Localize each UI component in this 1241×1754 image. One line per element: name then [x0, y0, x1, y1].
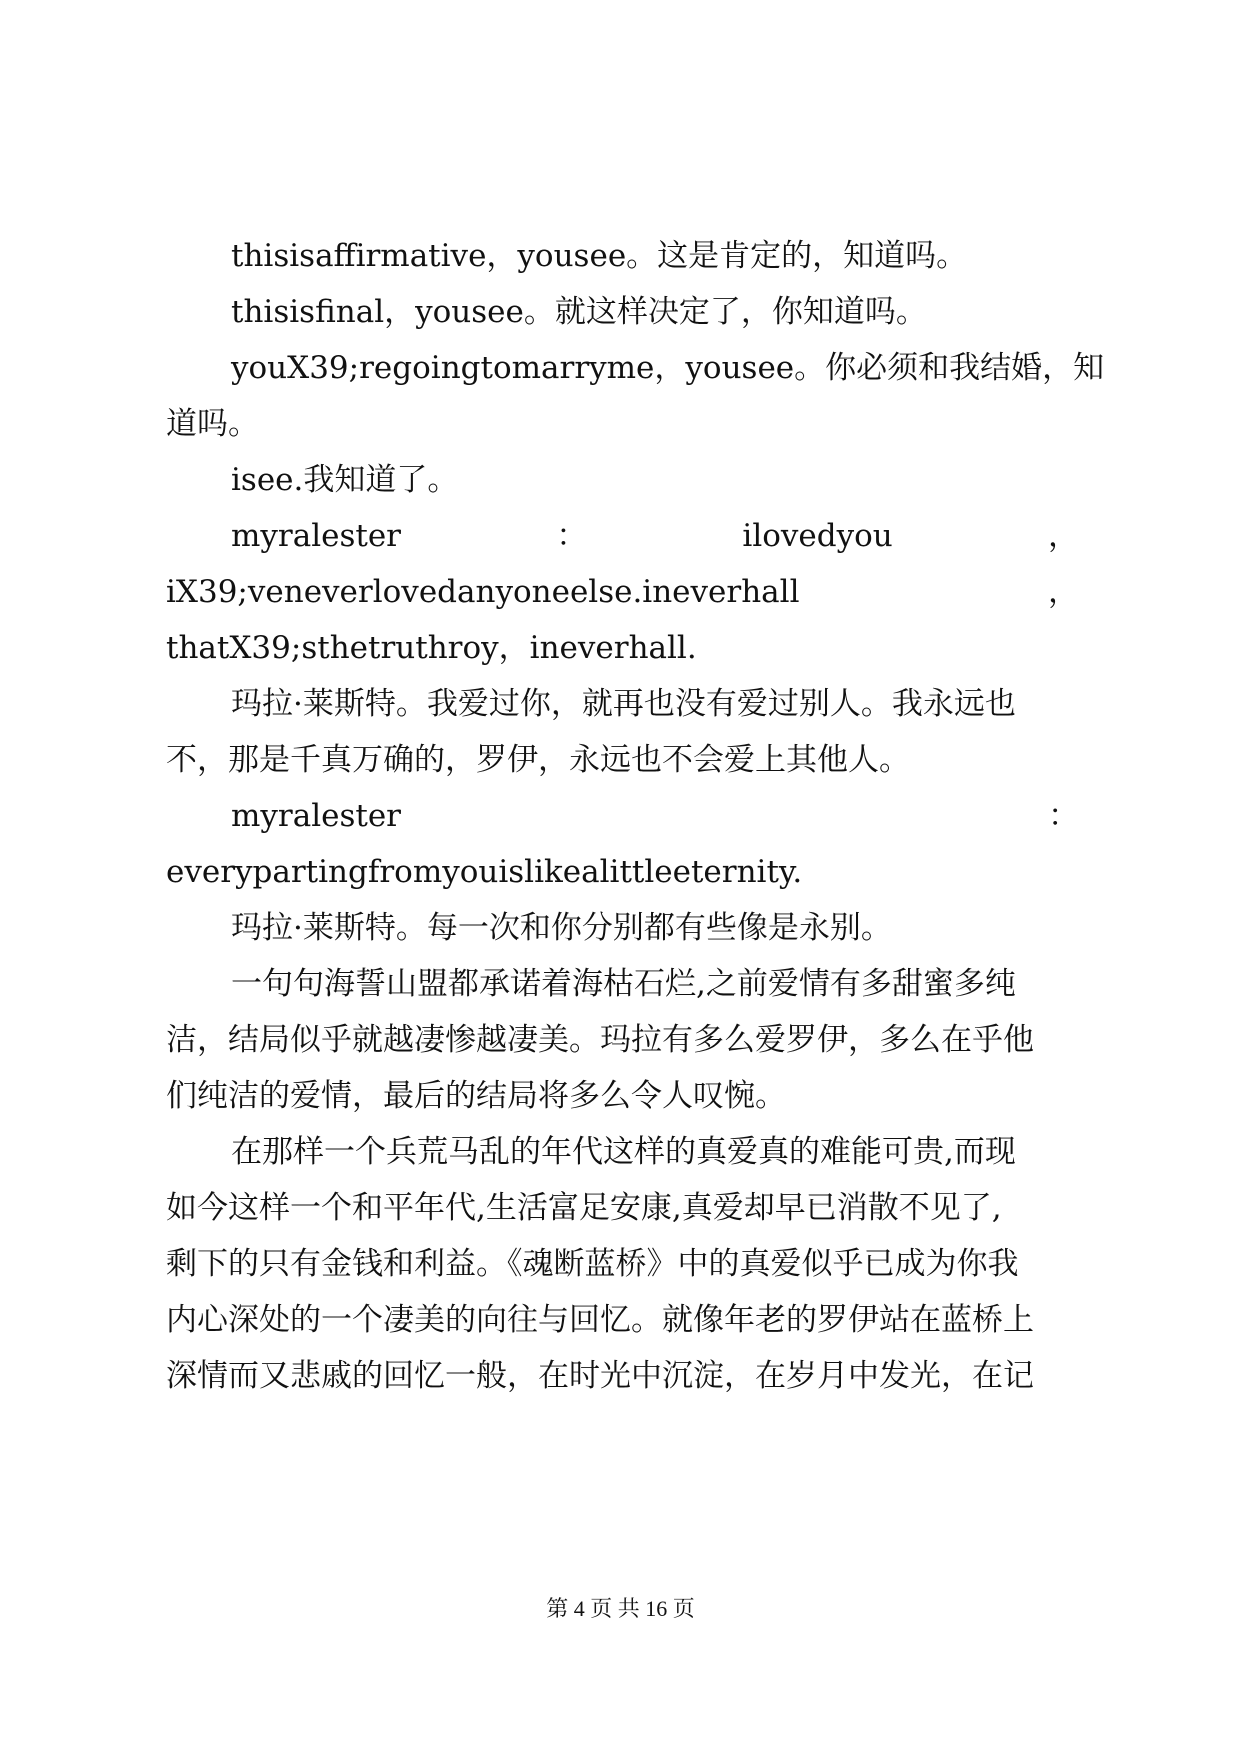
text-line — [166, 788, 1079, 844]
text-line: 一句句海誓山盟都承诺着海枯石烂,之前爱情有多甜蜜多纯 — [231, 966, 1016, 1002]
text-line: 内心深处的一个凄美的向往与回忆。就像年老的罗伊站在蓝桥上 — [166, 1302, 1034, 1338]
text-line — [166, 508, 1079, 564]
text-line: youX39;regoingtomarryme，yousee。你必须和我结婚，知 — [231, 350, 1105, 386]
text-fragment: myralester — [231, 798, 402, 834]
text-fragment: ， — [1047, 518, 1079, 554]
text-line: 剩下的只有金钱和利益。《魂断蓝桥》中的真爱似乎已成为你我 — [166, 1246, 1019, 1282]
text-line: thisisfinal，yousee。就这样决定了，你知道吗。 — [231, 294, 927, 330]
text-line: isee.我知道了。 — [231, 462, 459, 498]
text-line: 在那样一个兵荒马乱的年代这样的真爱真的难能可贵,而现 — [231, 1134, 1016, 1170]
text-fragment: iX39;veneverlovedanyoneelse.ineverhall — [166, 574, 800, 610]
text-line: 玛拉·莱斯特。我爱过你，就再也没有爱过别人。我永远也 — [231, 686, 1016, 722]
text-fragment: myralester — [231, 518, 402, 554]
text-line: 道吗。 — [166, 406, 259, 442]
text-line: everypartingfromyouislikealittleeternity. — [166, 854, 803, 890]
text-line: 深情而又悲戚的回忆一般，在时光中沉淀，在岁月中发光，在记 — [166, 1358, 1034, 1394]
text-line: thisisaffirmative，yousee。这是肯定的，知道吗。 — [231, 238, 968, 274]
text-fragment: ： — [556, 518, 588, 554]
text-line: 如今这样一个和平年代,生活富足安康,真爱却早已消散不见了, — [166, 1190, 1002, 1226]
text-line: 玛拉·莱斯特。每一次和你分别都有些像是永别。 — [231, 910, 892, 946]
text-fragment: thatX39;sthetruthroy，ineverhall. — [166, 630, 697, 666]
page-footer: 第 4 页 共 16 页 — [546, 1596, 695, 1621]
text-fragment: ilovedyou — [742, 518, 893, 554]
text-line: 们纯洁的爱情，最后的结局将多么令人叹惋。 — [166, 1078, 786, 1114]
text-line: 不，那是千真万确的，罗伊，永远也不会爱上其他人。 — [166, 742, 910, 778]
text-line — [166, 564, 1079, 620]
text-line — [166, 620, 1079, 676]
text-fragment: ： — [1048, 798, 1079, 834]
text-line: 洁，结局似乎就越凄惨越凄美。玛拉有多么爱罗伊，多么在乎他 — [166, 1022, 1034, 1058]
text-fragment: ， — [1048, 574, 1079, 610]
